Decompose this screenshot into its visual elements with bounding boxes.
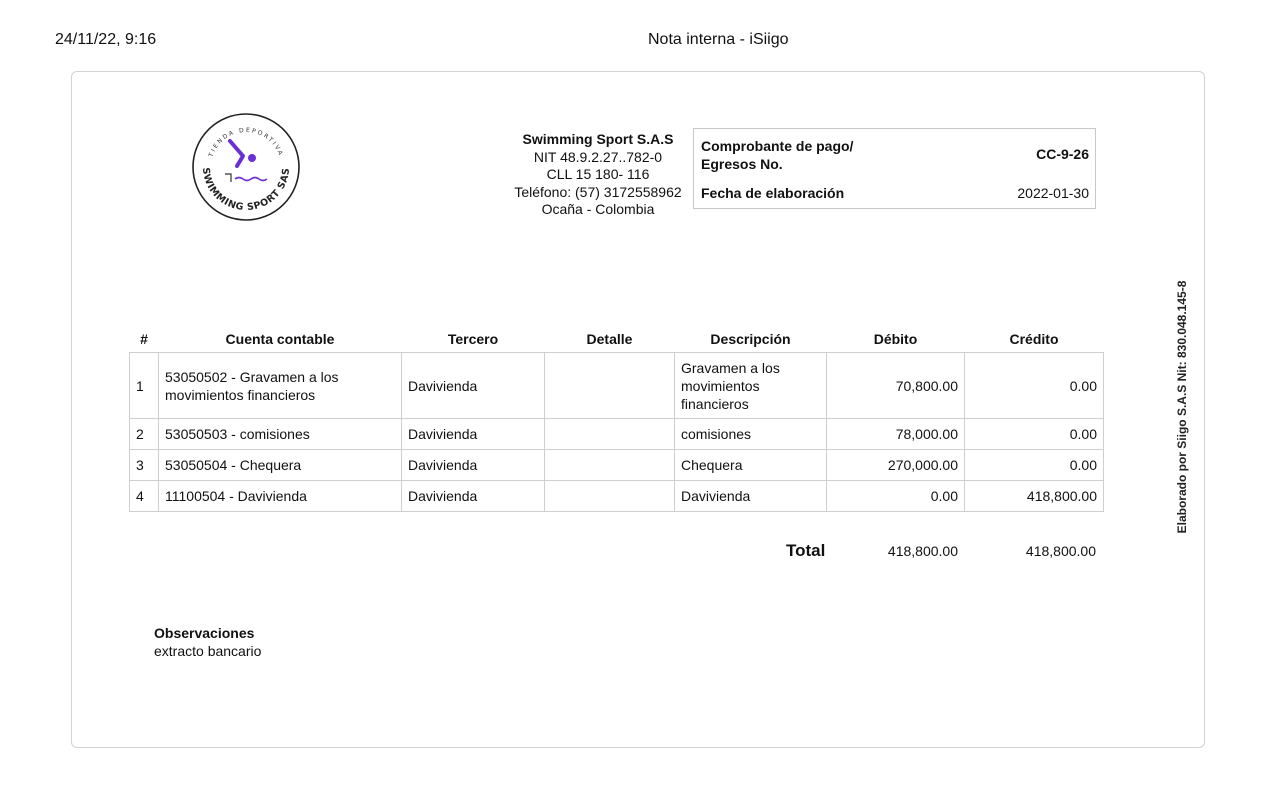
row-account: 53050503 - comisiones bbox=[159, 419, 402, 450]
row-number: 4 bbox=[130, 481, 159, 512]
row-third-party: Davivienda bbox=[402, 450, 545, 481]
voucher-number-label: Comprobante de pago/ Egresos No. bbox=[701, 138, 854, 172]
table-header-row bbox=[130, 326, 1104, 353]
header-description: Descripción bbox=[710, 331, 791, 347]
header-detail: Detalle bbox=[586, 331, 633, 347]
company-logo bbox=[191, 112, 301, 222]
voucher-number-value: CC-9-26 bbox=[1036, 146, 1089, 162]
total-label: Total bbox=[786, 541, 826, 560]
voucher-date-value: 2022-01-30 bbox=[1017, 185, 1089, 201]
table-row bbox=[130, 450, 1104, 481]
row-credit: 0.00 bbox=[965, 419, 1104, 450]
row-third-party: Davivienda bbox=[402, 419, 545, 450]
swimmer-icon bbox=[225, 141, 267, 182]
header-debit: Débito bbox=[873, 331, 918, 347]
total-debit: 418,800.00 bbox=[887, 543, 958, 559]
generated-by-note: Elaborado por Siigo S.A.S Nit: 830.048.145-8 bbox=[1175, 280, 1189, 534]
table-row bbox=[130, 419, 1104, 450]
print-page-title: Nota interna - iSiigo bbox=[648, 31, 789, 48]
table-row bbox=[130, 481, 1104, 512]
svg-text:TIENDA DEPORTIVA bbox=[207, 127, 284, 159]
row-debit: 270,000.00 bbox=[827, 450, 965, 481]
header-number: # bbox=[140, 331, 148, 347]
row-credit: 418,800.00 bbox=[965, 481, 1104, 512]
header-credit: Crédito bbox=[1009, 331, 1059, 347]
row-number: 3 bbox=[130, 450, 159, 481]
logo-top-text: TIENDA DEPORTIVA bbox=[207, 126, 285, 158]
row-description: Davivienda bbox=[675, 481, 827, 512]
row-debit: 0.00 bbox=[827, 481, 965, 512]
row-description: Chequera bbox=[675, 450, 827, 481]
row-debit: 78,000.00 bbox=[827, 419, 965, 450]
total-credit: 418,800.00 bbox=[1025, 543, 1096, 559]
row-debit: 70,800.00 bbox=[827, 353, 965, 419]
row-third-party: Davivienda bbox=[402, 481, 545, 512]
print-datetime: 24/11/22, 9:16 bbox=[55, 31, 157, 48]
voucher-date-label: Fecha de elaboración bbox=[701, 185, 845, 201]
svg-text:SWIMMING SPORT SAS bbox=[200, 167, 292, 213]
row-detail bbox=[545, 419, 675, 450]
header-third-party: Tercero bbox=[447, 331, 499, 347]
row-number: 1 bbox=[130, 353, 159, 419]
row-account: 53050502 - Gravamen a los movimientos financieros bbox=[159, 353, 402, 419]
row-detail bbox=[545, 450, 675, 481]
row-third-party: Davivienda bbox=[402, 353, 545, 419]
entries-table bbox=[129, 326, 1104, 512]
row-credit: 0.00 bbox=[965, 353, 1104, 419]
observations-title: Observaciones bbox=[154, 625, 255, 641]
company-address: CLL 15 180- 116 bbox=[546, 166, 650, 182]
company-nit: NIT 48.9.2.27..782-0 bbox=[533, 148, 663, 165]
company-name: Swimming Sport S.A.S bbox=[522, 131, 674, 147]
company-phone: Teléfono: (57) 3172558962 bbox=[514, 183, 682, 200]
row-account: 53050504 - Chequera bbox=[159, 450, 402, 481]
observations-text: extracto bancario bbox=[154, 643, 262, 659]
row-detail bbox=[545, 481, 675, 512]
row-number: 2 bbox=[130, 419, 159, 450]
row-description: Gravamen a los movimientos financieros bbox=[675, 353, 827, 419]
company-city: Ocaña - Colombia bbox=[541, 201, 655, 217]
logo-bottom-text: SWIMMING SPORT SAS bbox=[199, 167, 293, 214]
row-account: 11100504 - Davivienda bbox=[159, 481, 402, 512]
table-row bbox=[130, 353, 1104, 419]
header-account: Cuenta contable bbox=[225, 331, 335, 347]
voucher-box bbox=[693, 128, 1096, 209]
row-credit: 0.00 bbox=[965, 450, 1104, 481]
row-description: comisiones bbox=[675, 419, 827, 450]
row-detail bbox=[545, 353, 675, 419]
company-info bbox=[498, 131, 698, 219]
